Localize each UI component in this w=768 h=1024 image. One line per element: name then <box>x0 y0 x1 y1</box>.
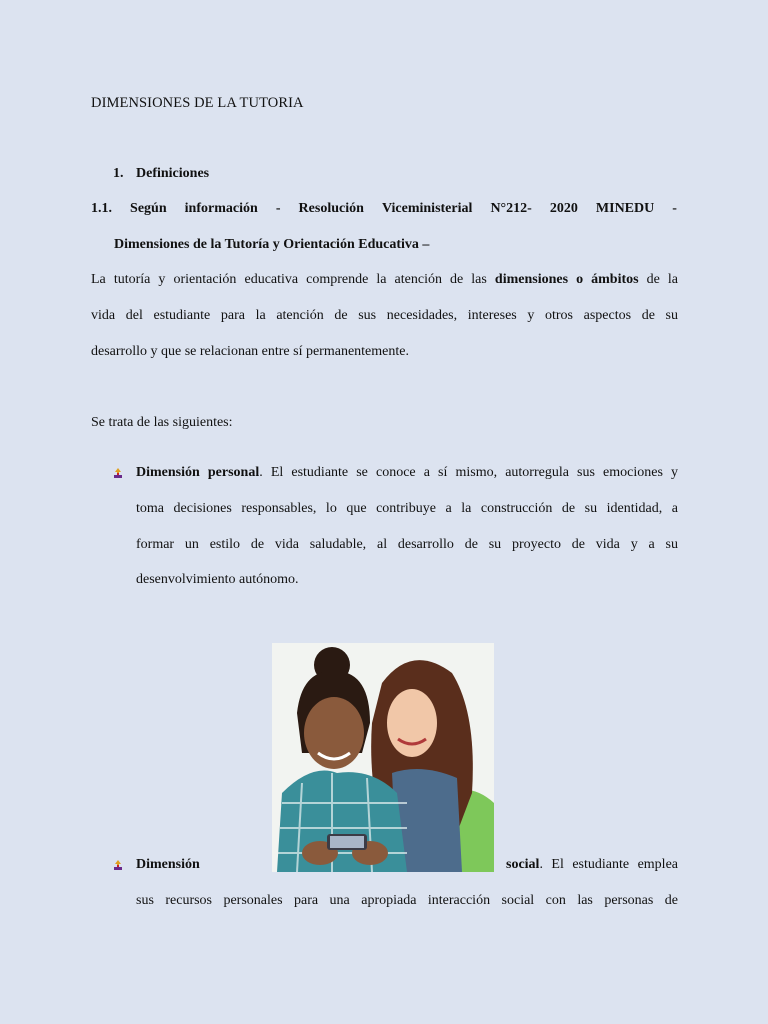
bullet-social-text: . El estudiante emplea <box>539 857 678 872</box>
heading-word: información <box>184 201 258 216</box>
bullet-personal-title: Dimensión personal <box>136 465 260 480</box>
heading-word: 2020 <box>549 201 578 216</box>
photo-two-girls-phone <box>272 643 494 872</box>
heading-word: Viceministerial <box>381 201 473 216</box>
intro-line-3: desarrollo y que se relacionan entre sí permanentemente. <box>91 344 409 359</box>
subsection-heading <box>91 200 677 218</box>
bullet-personal-line-3: formar un estilo de vida saludable, al desarrollo de su proyecto de vida y a su <box>136 537 678 552</box>
intro-text: La tutoría y orientación educativa comprende la atención de las <box>91 272 487 287</box>
heading-word: Según <box>130 201 167 216</box>
subsection-number: 1.1. <box>91 201 112 216</box>
bullet-arrow-icon <box>114 860 122 870</box>
two-girls-looking-at-phone-photo-icon <box>272 643 494 872</box>
intro-line-2: vida del estudiante para la atención de sus necesidades, intereses y otros aspectos de su <box>91 308 678 323</box>
bullet-social-title-start: Dimensión <box>136 857 200 872</box>
bullet-personal-line-4: desenvolvimiento autónomo. <box>136 572 299 587</box>
bullet-social-title-end: social <box>506 857 540 872</box>
list-intro: Se trata de las siguientes: <box>91 415 233 430</box>
bullet-personal-line-1 <box>136 464 678 482</box>
bullet-arrow-icon <box>114 468 122 478</box>
heading-word: MINEDU <box>595 201 655 216</box>
bullet-social-line-1-end <box>506 856 678 874</box>
heading-word: Resolución <box>298 201 364 216</box>
heading-word: N°212- <box>490 201 532 216</box>
subsection-heading-line2: Dimensiones de la Tutoría y Orientación Educativa – <box>114 237 430 252</box>
heading-word: - <box>275 201 281 216</box>
section-label: Definiciones <box>136 166 210 181</box>
bullet-personal-text: . El estudiante se conoce a sí mismo, autorregula sus emociones y <box>259 465 679 480</box>
intro-bold-text: dimensiones o ámbitos <box>494 272 639 287</box>
bullet-social-line-2: sus recursos personales para una apropiada interacción social con las personas de <box>136 893 678 908</box>
document-title: DIMENSIONES DE LA TUTORIA <box>91 95 304 111</box>
section-number: 1. <box>113 166 124 181</box>
heading-word: - <box>672 201 677 216</box>
intro-line-1 <box>91 271 678 289</box>
bullet-personal-line-2: toma decisiones responsables, lo que contribuye a la construcción de su identidad, a <box>136 501 678 516</box>
intro-text: de la <box>646 272 679 287</box>
section-heading-definiciones <box>113 165 209 183</box>
